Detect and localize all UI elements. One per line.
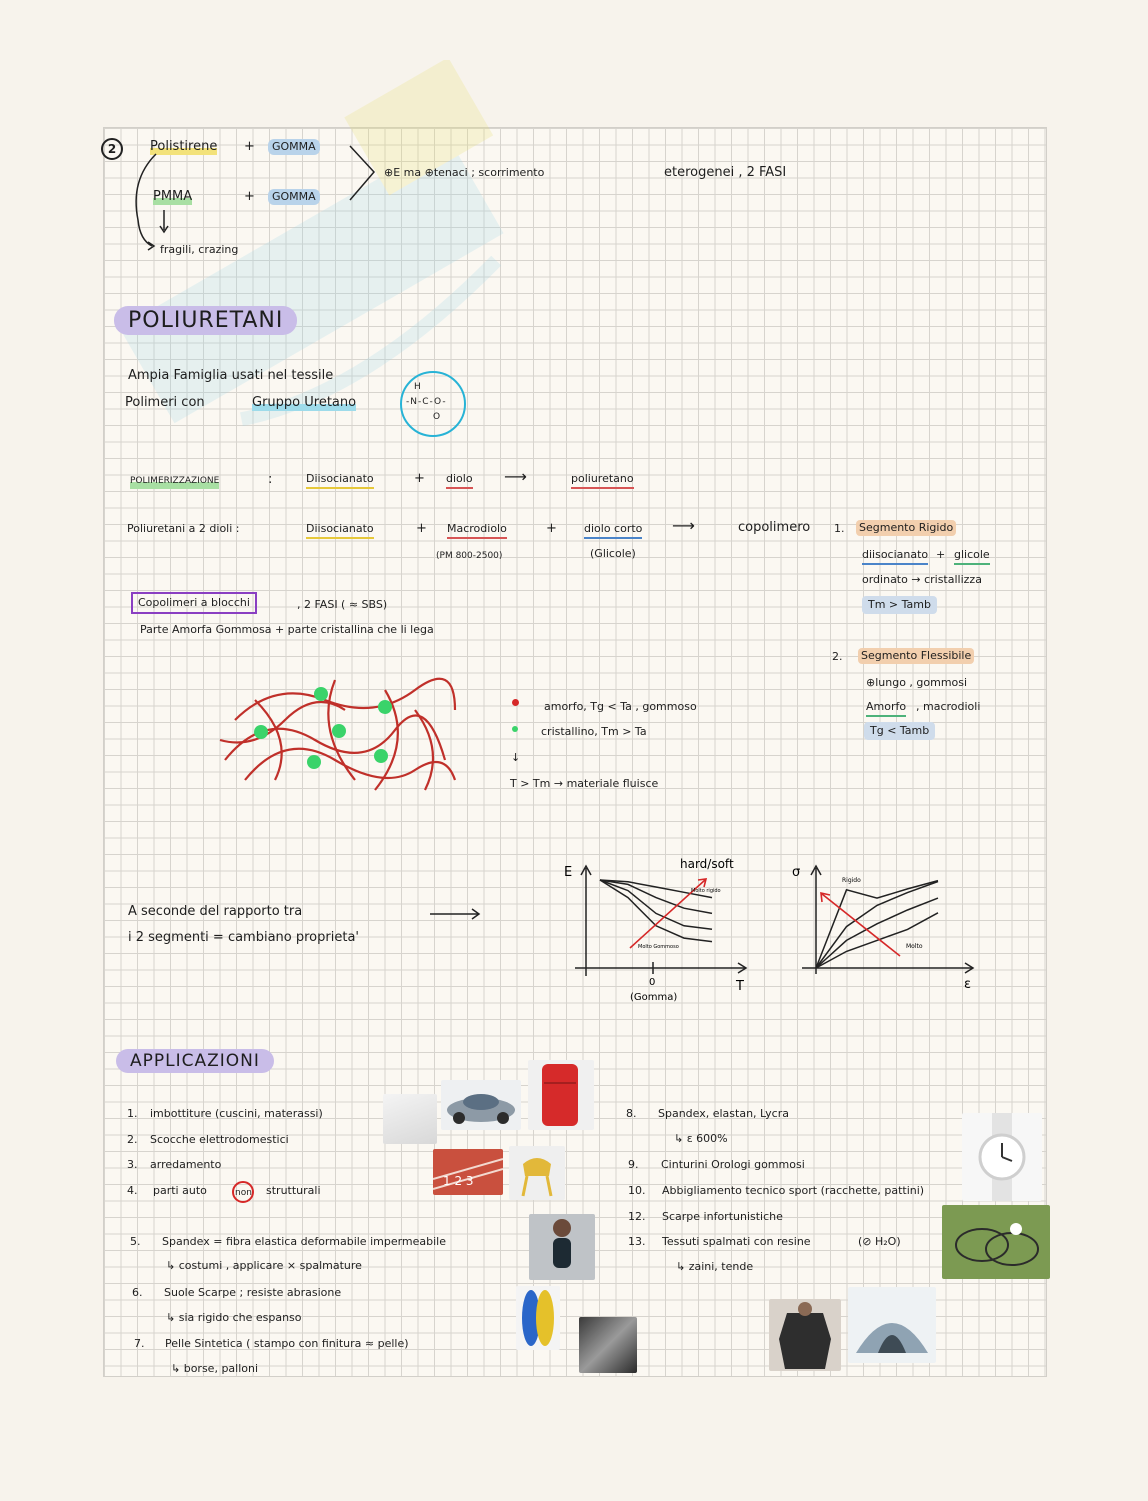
list-item-text: Abbigliamento tecnico sport (racchette, pattini) [662, 1184, 925, 1197]
family-line: Ampia Famiglia usati nel tessile [128, 368, 334, 383]
rapporto-line-1: A seconde del rapporto tra [128, 904, 303, 919]
list-item-text: Spandex = fibra elastica deformabile impermeabile [162, 1235, 447, 1248]
list-item-text: parti auto [153, 1184, 207, 1197]
chart1-rigid-note: Molto rigido [691, 888, 721, 894]
due-dioli-label: Poliuretani a 2 dioli : [127, 522, 240, 535]
amorfo-label: Amorfo [866, 699, 906, 717]
diisocianato-glicole: diisocianato [862, 547, 928, 565]
legend-cristallino: cristallino, Tm > Ta [541, 725, 647, 738]
phases-note: , 2 FASI ( ≈ SBS) [297, 598, 388, 611]
plus-sign: + [414, 471, 425, 486]
list-item-text: Cinturini Orologi gommosi [661, 1158, 805, 1171]
svg-text:1 2 3: 1 2 3 [443, 1174, 474, 1188]
list-item-text: Scarpe infortunistiche [662, 1210, 783, 1223]
list-item-text: Spandex, elastan, Lycra [658, 1107, 789, 1120]
polymer-line: Polimeri con [125, 395, 205, 410]
result-text: ⊕E ma ⊕tenaci ; scorrimento [384, 166, 545, 179]
fridge-image [528, 1060, 594, 1130]
chart1-xlabel: T [736, 979, 744, 994]
polistirene-label: Polistirene [150, 139, 218, 154]
right-arrow-icon [428, 906, 484, 922]
plus-sign: + [416, 521, 427, 536]
rapporto-line-2: i 2 segmenti = cambiano proprieta' [128, 930, 359, 945]
insoles-image [516, 1286, 560, 1350]
list-item-number: 5. [130, 1235, 141, 1248]
diolo-corto-label: diolo corto [584, 521, 642, 539]
arrow: ⟶ [504, 467, 527, 486]
plus-sign: + [546, 521, 557, 536]
list-item-text: ↳ ε 600% [674, 1132, 728, 1145]
result-phases: eterogenei , 2 FASI [664, 165, 787, 180]
leather-image [579, 1317, 637, 1373]
polymer-network-drawing [215, 670, 465, 800]
green-dot-icon [512, 726, 518, 732]
chart-stress-vs-strain [790, 850, 990, 1000]
lungo-line: ⊕lungo , gommosi [866, 676, 968, 689]
list-item-text: arredamento [150, 1158, 222, 1171]
tg-tamb-badge: Tg < Tamb [864, 722, 935, 740]
chair-image [509, 1146, 565, 1200]
chart1-x-tick-note: (Gomma) [630, 992, 678, 1003]
segment-2-number: 2. [832, 650, 843, 663]
list-item-number: 6. [132, 1286, 143, 1299]
macrodiolo-label: Macrodiolo [447, 521, 507, 539]
urethane-group-circle: H -N-C-O- O [400, 371, 466, 437]
list-item-number: 2. [127, 1133, 138, 1146]
segment-1-number: 1. [834, 522, 845, 535]
list-item-number: 7. [134, 1337, 145, 1350]
pmma-label: PMMA [153, 189, 193, 204]
prohibited-icon [232, 1181, 254, 1203]
chart1-ylabel: E [564, 865, 573, 880]
diolo-label: diolo [446, 471, 473, 489]
chart2-xlabel: ε [964, 977, 972, 992]
tent-image [848, 1287, 936, 1363]
poliuretano-label: poliuretano [571, 471, 634, 489]
segment-flexible-title: Segmento Flessibile [858, 648, 974, 664]
macrodioli-label: , macrodioli [916, 700, 981, 713]
list-item-text: ↳ costumi , applicare × spalmature [166, 1259, 362, 1272]
ordinato-line: ordinato → cristallizza [862, 573, 982, 586]
chart2-ylabel: σ [792, 865, 801, 880]
list-item-number: 12. [628, 1210, 646, 1223]
chart1-x-tick: 0 [649, 977, 656, 988]
colon: : [268, 472, 273, 487]
list-item-text: imbottiture (cuscini, materassi) [150, 1107, 323, 1120]
plus-sign: + [936, 548, 946, 561]
amorfa-cristallina-line: Parte Amorfa Gommosa + parte cristallina che li lega [140, 623, 434, 636]
chart2-soft-note: Molto [906, 943, 923, 950]
segment-rigid-title: Segmento Rigido [856, 520, 956, 536]
plus-sign: + [244, 189, 255, 204]
diisocianato-label: Diisocianato [306, 471, 374, 489]
list-item-number: 13. [628, 1235, 646, 1248]
list-item-text: Suole Scarpe ; resiste abrasione [164, 1286, 342, 1299]
list-item-number: 1. [127, 1107, 138, 1120]
section-title-applicazioni: APPLICAZIONI [116, 1049, 274, 1073]
chart1-hardsoft: hard/soft [680, 857, 734, 871]
brace-arrows [120, 140, 380, 260]
water-note: (⊘ H₂O) [858, 1235, 901, 1248]
list-item-number: 9. [628, 1158, 639, 1171]
chart-series-line-2 [816, 882, 938, 969]
macrodiolo-note: (PM 800-2500) [436, 551, 503, 561]
non-label: non [235, 1188, 252, 1198]
list-item-text: Pelle Sintetica ( stampo con finitura ≈ pelle) [165, 1337, 409, 1350]
list-item-text: Tessuti spalmati con resine [662, 1235, 811, 1248]
list-item-number: 3. [127, 1158, 138, 1171]
red-dot-icon [512, 699, 519, 706]
copolimero-label: copolimero [738, 520, 811, 535]
polimerizzazione-label: POLIMERIZZAZIONE [130, 473, 219, 489]
glicole-note: (Glicole) [590, 547, 636, 560]
plus-sign: + [244, 139, 255, 154]
car-image [441, 1080, 521, 1130]
list-item-text: Scocche elettrodomestici [150, 1133, 289, 1146]
list-item-text: ↳ zaini, tende [676, 1260, 754, 1273]
chart-series-line-2 [600, 880, 712, 913]
glicole-label: glicole [954, 547, 990, 565]
gomma-label: GOMMA [268, 139, 320, 155]
watch-image [962, 1113, 1042, 1201]
list-item-text: strutturali [266, 1184, 321, 1197]
section-number: 2 [101, 138, 123, 160]
mattress-image [383, 1094, 437, 1144]
list-item-text: ↳ borse, palloni [171, 1362, 259, 1375]
fragile-text: fragili, crazing [160, 243, 239, 256]
legend-amorfo: amorfo, Tg < Ta , gommoso [544, 700, 697, 713]
list-item-number: 8. [626, 1107, 637, 1120]
leather-top-image [769, 1299, 841, 1371]
arrow: ⟶ [672, 516, 695, 535]
list-item-number: 4. [127, 1184, 138, 1197]
legend-flow: T > Tm → materiale fluisce [510, 777, 659, 790]
swimsuit-image [529, 1214, 595, 1280]
track-image [433, 1149, 503, 1195]
chart1-soft-note: Molto Gommoso [638, 944, 679, 950]
list-item-text: ↳ sia rigido che espanso [166, 1311, 302, 1324]
tm-tamb-badge: Tm > Tamb [862, 596, 937, 614]
section-title-poliuretani: POLIURETANI [114, 306, 297, 335]
list-item-number: 10. [628, 1184, 646, 1197]
urethane-group-label: Gruppo Uretano [252, 395, 357, 410]
chart2-rigid-note: Rigido [842, 877, 861, 884]
copolimeri-blocchi-box: Copolimeri a blocchi [131, 592, 257, 614]
diisocianato-label-2: Diisocianato [306, 521, 374, 539]
down-arrow-icon: ↓ [511, 751, 521, 764]
gomma-label: GOMMA [268, 189, 320, 205]
chart-modulus-vs-temperature [560, 850, 760, 1010]
badminton-image [942, 1205, 1050, 1279]
